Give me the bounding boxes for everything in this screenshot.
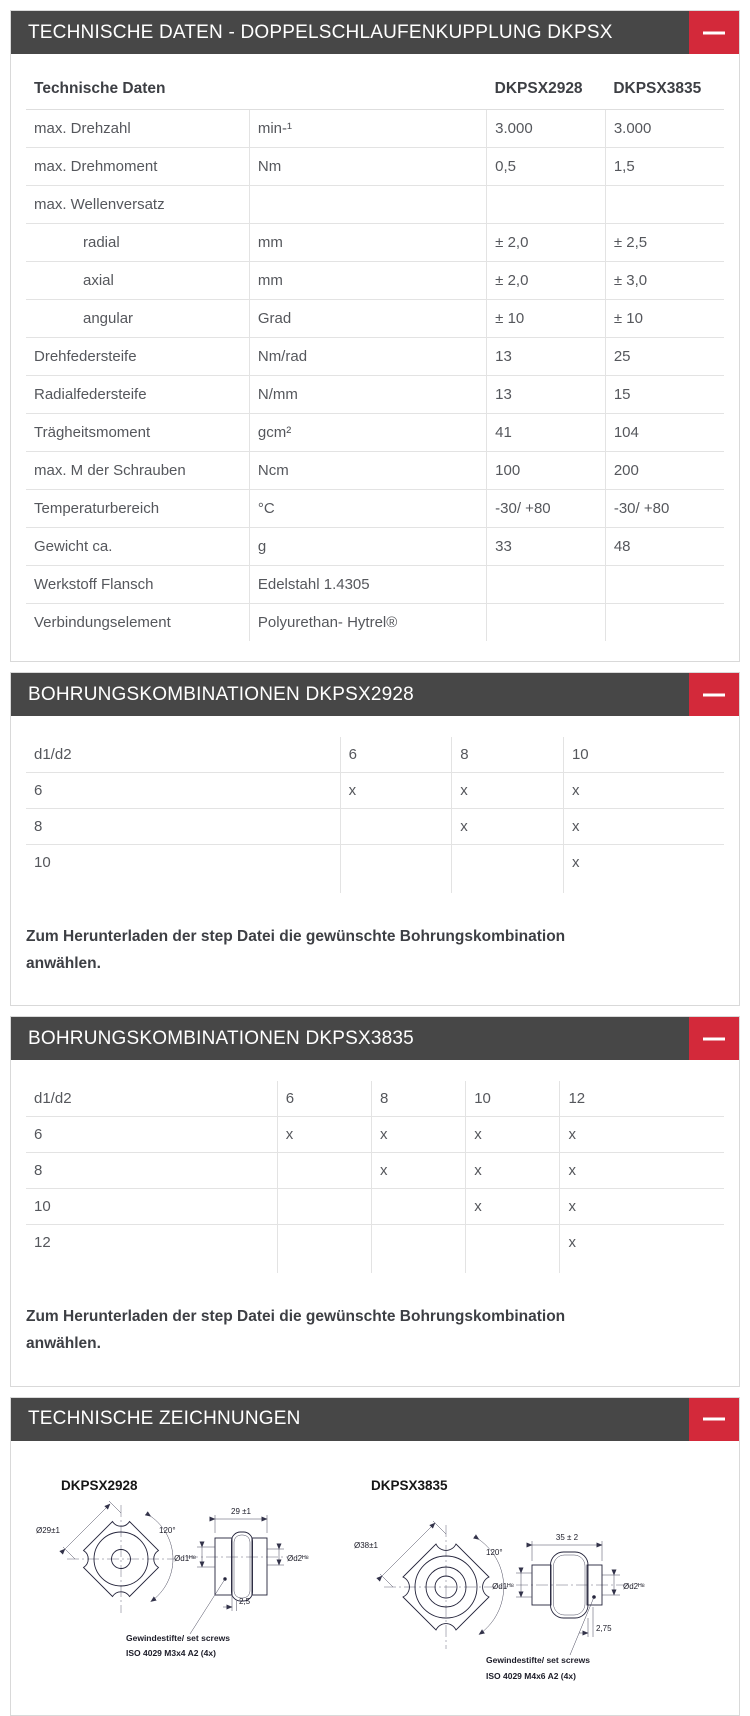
spec-label: Werkstoff Flansch	[26, 566, 249, 604]
spec-unit: N/mm	[249, 376, 486, 414]
bore-combination-cell[interactable]: x	[560, 1153, 724, 1189]
spec-unit: gcm²	[249, 414, 486, 452]
dimension-bore-d1: Ød1ᴴ⁸	[492, 1581, 514, 1591]
panel-header-technical-data	[11, 11, 739, 54]
minus-icon	[703, 1418, 725, 1421]
table-row	[26, 262, 724, 300]
spec-value-dkpsx3835: 48	[605, 528, 724, 566]
table-header-row	[26, 75, 724, 110]
spec-label: max. Wellenversatz	[26, 186, 249, 224]
column-header: 12	[560, 1081, 724, 1117]
spec-label: Temperaturbereich	[26, 490, 249, 528]
spec-value-dkpsx3835: 15	[605, 376, 724, 414]
spec-value-dkpsx3835: 1,5	[605, 148, 724, 186]
bore-combination-cell[interactable]: x	[372, 1153, 466, 1189]
spec-label: Radialfedersteife	[26, 376, 249, 414]
drawing-label: DKPSX2928	[61, 1477, 138, 1493]
column-header: 10	[563, 737, 724, 773]
panel-title: BOHRUNGSKOMBINATIONEN DKPSX3835	[28, 1027, 414, 1049]
table-row	[26, 1153, 724, 1189]
spec-value-dkpsx3835: ± 2,5	[605, 224, 724, 262]
spec-value-dkpsx3835	[605, 186, 724, 224]
table-row	[26, 148, 724, 186]
bore-combination-cell	[466, 1225, 560, 1261]
front-view	[354, 1521, 508, 1649]
row-header: 12	[34, 1234, 51, 1252]
table-row	[26, 1225, 724, 1261]
technical-data-table	[26, 75, 724, 641]
bore-table-dkpsx2928	[26, 737, 724, 893]
table-stub-row	[26, 880, 724, 893]
spec-label: Trägheitsmoment	[26, 414, 249, 452]
panel-bores-dkpsx3835	[10, 1016, 740, 1386]
row-header: 6	[26, 1117, 277, 1153]
bore-combination-cell	[340, 809, 452, 845]
table-row	[26, 186, 724, 224]
drawing-dkpsx3835	[336, 1462, 734, 1695]
spec-value-dkpsx3835: 25	[605, 338, 724, 376]
spec-unit: min-¹	[249, 110, 486, 148]
panel-technical-drawings	[10, 1397, 740, 1716]
spec-unit: Nm	[249, 148, 486, 186]
spec-value-dkpsx2928: 33	[487, 528, 606, 566]
table-header-row	[26, 737, 724, 773]
dimension-diameter: Ø29±1	[36, 1525, 60, 1535]
dimension-bore-d1: Ød1ᴴ⁸	[174, 1553, 196, 1563]
spec-label: Gewicht ca.	[26, 528, 249, 566]
table-stub-row	[26, 1260, 724, 1273]
spec-value-dkpsx2928	[487, 604, 606, 642]
corner-header: d1/d2	[26, 1081, 277, 1117]
technical-drawing-dkpsx3835-image	[336, 1495, 734, 1695]
dimension-offset: 2,5	[239, 1596, 251, 1606]
column-header: 6	[340, 737, 452, 773]
dimension-offset: 2,75	[596, 1623, 612, 1633]
panel-bores-dkpsx2928	[10, 672, 740, 1006]
spec-unit: g	[249, 528, 486, 566]
set-screw-note-line2: ISO 4029 M4x6 A2 (4x)	[486, 1670, 576, 1681]
spec-value-dkpsx2928: 3.000	[487, 110, 606, 148]
bore-combination-cell	[340, 845, 452, 881]
spec-label: max. Drehzahl	[26, 110, 249, 148]
spec-unit	[249, 186, 486, 224]
bore-combination-cell	[277, 1153, 371, 1189]
table-row	[26, 376, 724, 414]
column-header: 6	[277, 1081, 371, 1117]
bore-combination-cell[interactable]: x	[277, 1117, 371, 1153]
bore-combination-cell[interactable]: x	[466, 1189, 560, 1225]
spec-unit: mm	[249, 262, 486, 300]
panel-header-technical-drawings	[11, 1398, 739, 1441]
bore-table-dkpsx3835	[26, 1081, 724, 1273]
spec-unit: °C	[249, 490, 486, 528]
table-row	[26, 1189, 724, 1225]
bore-combination-cell	[277, 1189, 371, 1225]
spec-label: Verbindungselement	[34, 614, 171, 631]
drawing-label: DKPSX3835	[371, 1477, 448, 1493]
bore-combination-cell[interactable]: x	[466, 1117, 560, 1153]
table-row	[26, 110, 724, 148]
spec-label: max. M der Schrauben	[26, 452, 249, 490]
spec-value-dkpsx2928: ± 2,0	[487, 262, 606, 300]
spec-value-dkpsx2928: ± 2,0	[487, 224, 606, 262]
bore-combination-cell	[277, 1225, 371, 1261]
spec-value-dkpsx2928: ± 10	[487, 300, 606, 338]
corner-header: d1/d2	[26, 737, 340, 773]
technical-drawings-content	[11, 1441, 739, 1715]
technical-data-content	[11, 54, 739, 661]
table-row	[26, 566, 724, 604]
spec-value-dkpsx3835: 3.000	[605, 110, 724, 148]
collapse-button[interactable]	[689, 11, 739, 54]
column-header: 8	[372, 1081, 466, 1117]
dimension-angle: 120°	[159, 1525, 176, 1535]
spec-unit: Polyurethan- Hytrel®	[249, 604, 486, 642]
download-hint: Zum Herunterladen der step Datei die gewünschte Bohrungskombination anwählen.	[26, 1308, 566, 1353]
bore-combination-cell[interactable]: x	[560, 1117, 724, 1153]
column-header	[249, 75, 486, 110]
column-header: DKPSX2928	[487, 75, 606, 110]
collapse-button[interactable]	[689, 1017, 739, 1060]
spec-value-dkpsx3835: ± 10	[605, 300, 724, 338]
panel-header-bores-dkpsx3835	[11, 1017, 739, 1060]
column-header: DKPSX3835	[605, 75, 724, 110]
side-view	[126, 1507, 309, 1658]
table-header-row	[26, 1081, 724, 1117]
bore-combination-cell[interactable]: x	[560, 1189, 724, 1225]
spec-value-dkpsx3835: 104	[605, 414, 724, 452]
spec-value-dkpsx2928	[487, 566, 606, 604]
table-row	[26, 528, 724, 566]
drawing-dkpsx2928	[26, 1462, 336, 1695]
bore-combination-cell[interactable]: x	[340, 773, 452, 809]
bore-combination-cell[interactable]: x	[372, 1117, 466, 1153]
table-row	[26, 300, 724, 338]
spec-value-dkpsx2928: 0,5	[487, 148, 606, 186]
panel-header-bores-dkpsx2928	[11, 673, 739, 716]
bore-combination-cell	[452, 845, 564, 881]
spec-value-dkpsx2928	[487, 186, 606, 224]
spec-value-dkpsx2928: 13	[487, 338, 606, 376]
spec-value-dkpsx2928: 13	[487, 376, 606, 414]
collapse-button[interactable]	[689, 1398, 739, 1441]
bores-dkpsx3835-content	[11, 1060, 739, 1385]
column-header: Technische Daten	[26, 75, 249, 110]
spec-unit: Ncm	[249, 452, 486, 490]
panel-title: TECHNISCHE DATEN - DOPPELSCHLAUFENKUPPLUNG DKPSX	[28, 21, 613, 43]
minus-icon	[703, 31, 725, 34]
set-screw-note-line2: ISO 4029 M3x4 A2 (4x)	[126, 1647, 216, 1658]
bore-combination-cell[interactable]: x	[560, 1225, 724, 1261]
bore-combination-cell[interactable]: x	[452, 809, 564, 845]
spec-label: angular	[26, 300, 249, 338]
set-screw-note-line1: Gewindestifte/ set screws	[486, 1654, 590, 1665]
table-row	[26, 490, 724, 528]
spec-value-dkpsx2928: -30/ +80	[487, 490, 606, 528]
minus-icon	[703, 693, 725, 696]
spec-value-dkpsx3835: ± 3,0	[605, 262, 724, 300]
spec-unit: Edelstahl 1.4305	[249, 566, 486, 604]
download-hint: Zum Herunterladen der step Datei die gewünschte Bohrungskombination anwählen.	[26, 928, 566, 973]
table-row	[26, 845, 724, 881]
bore-combination-cell[interactable]: x	[452, 773, 564, 809]
spec-label: radial	[26, 224, 249, 262]
spec-unit: Nm/rad	[249, 338, 486, 376]
table-row	[26, 414, 724, 452]
panel-title: TECHNISCHE ZEICHNUNGEN	[28, 1408, 301, 1429]
spec-value-dkpsx3835	[605, 566, 724, 604]
bore-combination-cell[interactable]: x	[563, 845, 724, 881]
dimension-bore-d2: Ød2ᴴ⁸	[287, 1553, 309, 1563]
table-row	[26, 773, 724, 809]
column-header: 8	[452, 737, 564, 773]
spec-unit: mm	[249, 224, 486, 262]
dimension-bore-d2: Ød2ᴴ⁸	[623, 1581, 645, 1591]
bore-combination-cell[interactable]: x	[563, 773, 724, 809]
table-row	[26, 604, 724, 642]
dimension-length: 29 ±1	[231, 1506, 251, 1516]
row-header: 6	[26, 773, 340, 809]
spec-label: max. Drehmoment	[26, 148, 249, 186]
side-view	[486, 1533, 645, 1681]
spec-value-dkpsx2928: 100	[487, 452, 606, 490]
set-screw-note-line1: Gewindestifte/ set screws	[126, 1632, 230, 1643]
column-header: 10	[466, 1081, 560, 1117]
spec-label: axial	[26, 262, 249, 300]
bore-combination-cell[interactable]: x	[466, 1153, 560, 1189]
panel-title: BOHRUNGSKOMBINATIONEN DKPSX2928	[28, 683, 414, 705]
table-row	[26, 1117, 724, 1153]
spec-value-dkpsx2928: 41	[487, 414, 606, 452]
dimension-angle: 120°	[486, 1547, 503, 1557]
table-row	[26, 338, 724, 376]
spec-label: Drehfedersteife	[26, 338, 249, 376]
dimension-diameter: Ø38±1	[354, 1540, 378, 1550]
table-row	[26, 809, 724, 845]
spec-value-dkpsx3835: -30/ +80	[605, 490, 724, 528]
row-header: 10	[26, 1189, 277, 1225]
spec-unit: Grad	[249, 300, 486, 338]
row-header: 8	[26, 809, 340, 845]
spec-value-dkpsx3835: 200	[605, 452, 724, 490]
minus-icon	[703, 1037, 725, 1040]
table-row	[26, 452, 724, 490]
bore-combination-cell[interactable]: x	[563, 809, 724, 845]
panel-technical-data	[10, 10, 740, 662]
spec-value-dkpsx3835	[605, 604, 724, 642]
bore-combination-cell	[372, 1225, 466, 1261]
row-header: 8	[26, 1153, 277, 1189]
dimension-length: 35 ± 2	[555, 1532, 579, 1542]
bore-combination-cell	[372, 1189, 466, 1225]
collapse-button[interactable]	[689, 673, 739, 716]
table-row	[26, 224, 724, 262]
front-view	[36, 1501, 176, 1613]
row-header: 10	[34, 854, 51, 871]
technical-drawing-dkpsx2928-image	[26, 1495, 336, 1695]
bores-dkpsx2928-content	[11, 716, 739, 1005]
